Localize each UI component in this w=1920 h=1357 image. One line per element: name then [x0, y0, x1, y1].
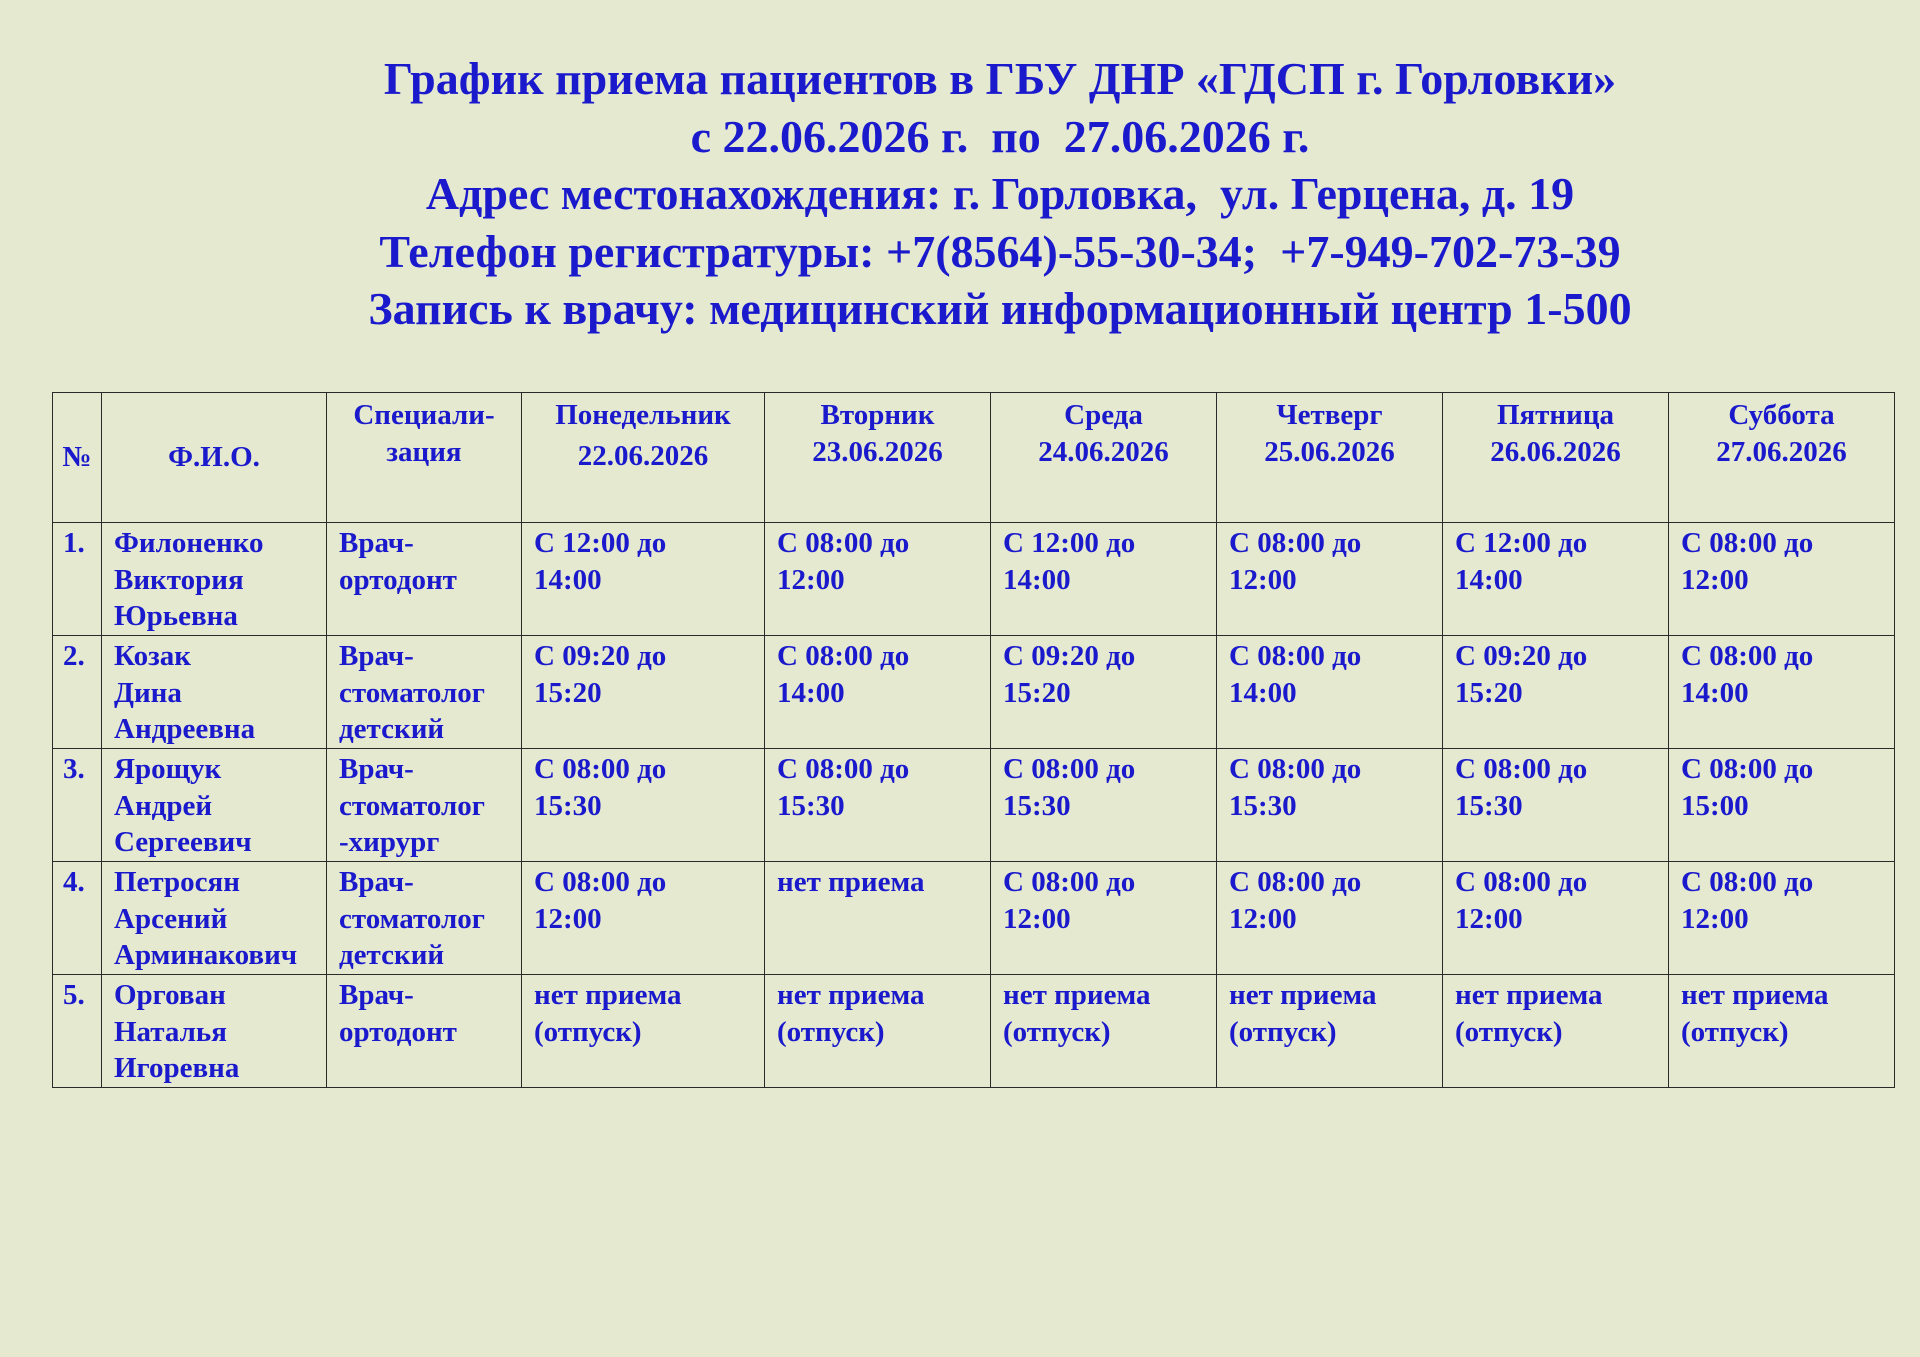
- schedule-cell: С 08:00 до 12:00: [991, 862, 1217, 975]
- day-date: 22.06.2026: [577, 439, 709, 472]
- column-header-specialization: Специали- зация: [327, 393, 522, 523]
- row-number: 2.: [53, 636, 102, 749]
- day-name: Пятница: [1496, 399, 1615, 431]
- column-header-thursday: [1217, 393, 1443, 523]
- schedule-cell: нет приема (отпуск): [1443, 975, 1669, 1088]
- schedule-cell: С 09:20 до 15:20: [991, 636, 1217, 749]
- schedule-title: График приема пациентов в ГБУ ДНР «ГДСП г. Горловки»: [383, 53, 1617, 104]
- doctor-specialization: Врач- стоматолог детский: [327, 636, 522, 749]
- schedule-cell: С 08:00 до 12:00: [1669, 523, 1895, 636]
- schedule-cell: С 08:00 до 12:00: [1443, 862, 1669, 975]
- schedule-cell: С 08:00 до 15:30: [991, 749, 1217, 862]
- column-header-number: №: [53, 393, 102, 523]
- row-number: 3.: [53, 749, 102, 862]
- schedule-cell: С 08:00 до 12:00: [1217, 862, 1443, 975]
- doctor-specialization: Врач- ортодонт: [327, 975, 522, 1088]
- schedule-cell: нет приема: [765, 862, 991, 975]
- schedule-cell: С 08:00 до 12:00: [1669, 862, 1895, 975]
- schedule-cell: С 08:00 до 14:00: [765, 636, 991, 749]
- schedule-cell: С 08:00 до 14:00: [1669, 636, 1895, 749]
- column-header-name: Ф.И.О.: [102, 393, 327, 523]
- row-number: 4.: [53, 862, 102, 975]
- doctor-name: Филоненко Виктория Юрьевна: [102, 523, 327, 636]
- clinic-address: Адрес местонахождения: г. Горловка, ул. Герцена, д. 19: [425, 168, 1575, 219]
- schedule-cell: С 08:00 до 15:30: [522, 749, 765, 862]
- day-date: 25.06.2026: [1264, 435, 1395, 468]
- schedule-cell: С 08:00 до 12:00: [765, 523, 991, 636]
- day-date: 23.06.2026: [812, 435, 943, 468]
- schedule-cell: С 08:00 до 12:00: [522, 862, 765, 975]
- table-row: [53, 749, 1895, 862]
- schedule-cell: С 08:00 до 12:00: [1217, 523, 1443, 636]
- schedule-cell: нет приема (отпуск): [522, 975, 765, 1088]
- doctor-specialization: Врач- стоматолог детский: [327, 862, 522, 975]
- doctor-name: Петросян Арсений Арминакович: [102, 862, 327, 975]
- schedule-cell: С 08:00 до 14:00: [1217, 636, 1443, 749]
- row-number: 1.: [53, 523, 102, 636]
- schedule-cell: нет приема (отпуск): [765, 975, 991, 1088]
- schedule-header: [0, 50, 1920, 338]
- row-number: 5.: [53, 975, 102, 1088]
- doctor-specialization: Врач- стоматолог -хирург: [327, 749, 522, 862]
- column-header-tuesday: [765, 393, 991, 523]
- table-row: [53, 636, 1895, 749]
- schedule-period: с 22.06.2026 г. по 27.06.2026 г.: [690, 110, 1310, 162]
- schedule-table: [52, 392, 1895, 1088]
- schedule-cell: нет приема (отпуск): [991, 975, 1217, 1088]
- doctor-name: Оргован Наталья Игоревна: [102, 975, 327, 1088]
- schedule-cell: нет приема (отпуск): [1217, 975, 1443, 1088]
- day-date: 27.06.2026: [1716, 435, 1847, 468]
- day-name: Среда: [1064, 399, 1143, 431]
- table-header-row: [53, 393, 1895, 523]
- schedule-cell: С 12:00 до 14:00: [1443, 523, 1669, 636]
- doctor-name: Ярощук Андрей Сергеевич: [102, 749, 327, 862]
- schedule-cell: С 08:00 до 15:30: [1443, 749, 1669, 862]
- schedule-cell: С 08:00 до 15:30: [1217, 749, 1443, 862]
- table-row: [53, 862, 1895, 975]
- day-name: Суббота: [1728, 399, 1835, 431]
- registry-phones: Телефон регистратуры: +7(8564)-55-30-34; +7-949-702-73-39: [379, 225, 1621, 277]
- day-name: Понедельник: [555, 399, 731, 431]
- day-name: Четверг: [1276, 399, 1383, 431]
- day-date: 24.06.2026: [1038, 435, 1169, 468]
- table-row: [53, 523, 1895, 636]
- schedule-cell: С 09:20 до 15:20: [1443, 636, 1669, 749]
- day-name: Вторник: [820, 399, 935, 431]
- doctor-name: Козак Дина Андреевна: [102, 636, 327, 749]
- schedule-cell: нет приема (отпуск): [1669, 975, 1895, 1088]
- day-date: 26.06.2026: [1490, 435, 1621, 468]
- appointment-info: Запись к врачу: медицинский информационный центр 1-500: [368, 283, 1632, 334]
- schedule-cell: С 12:00 до 14:00: [522, 523, 765, 636]
- schedule-cell: С 09:20 до 15:20: [522, 636, 765, 749]
- column-header-saturday: [1669, 393, 1895, 523]
- table-row: [53, 975, 1895, 1088]
- column-header-wednesday: [991, 393, 1217, 523]
- schedule-cell: С 08:00 до 15:30: [765, 749, 991, 862]
- schedule-cell: С 08:00 до 15:00: [1669, 749, 1895, 862]
- schedule-cell: С 12:00 до 14:00: [991, 523, 1217, 636]
- column-header-friday: [1443, 393, 1669, 523]
- doctor-specialization: Врач- ортодонт: [327, 523, 522, 636]
- column-header-monday: [522, 393, 765, 523]
